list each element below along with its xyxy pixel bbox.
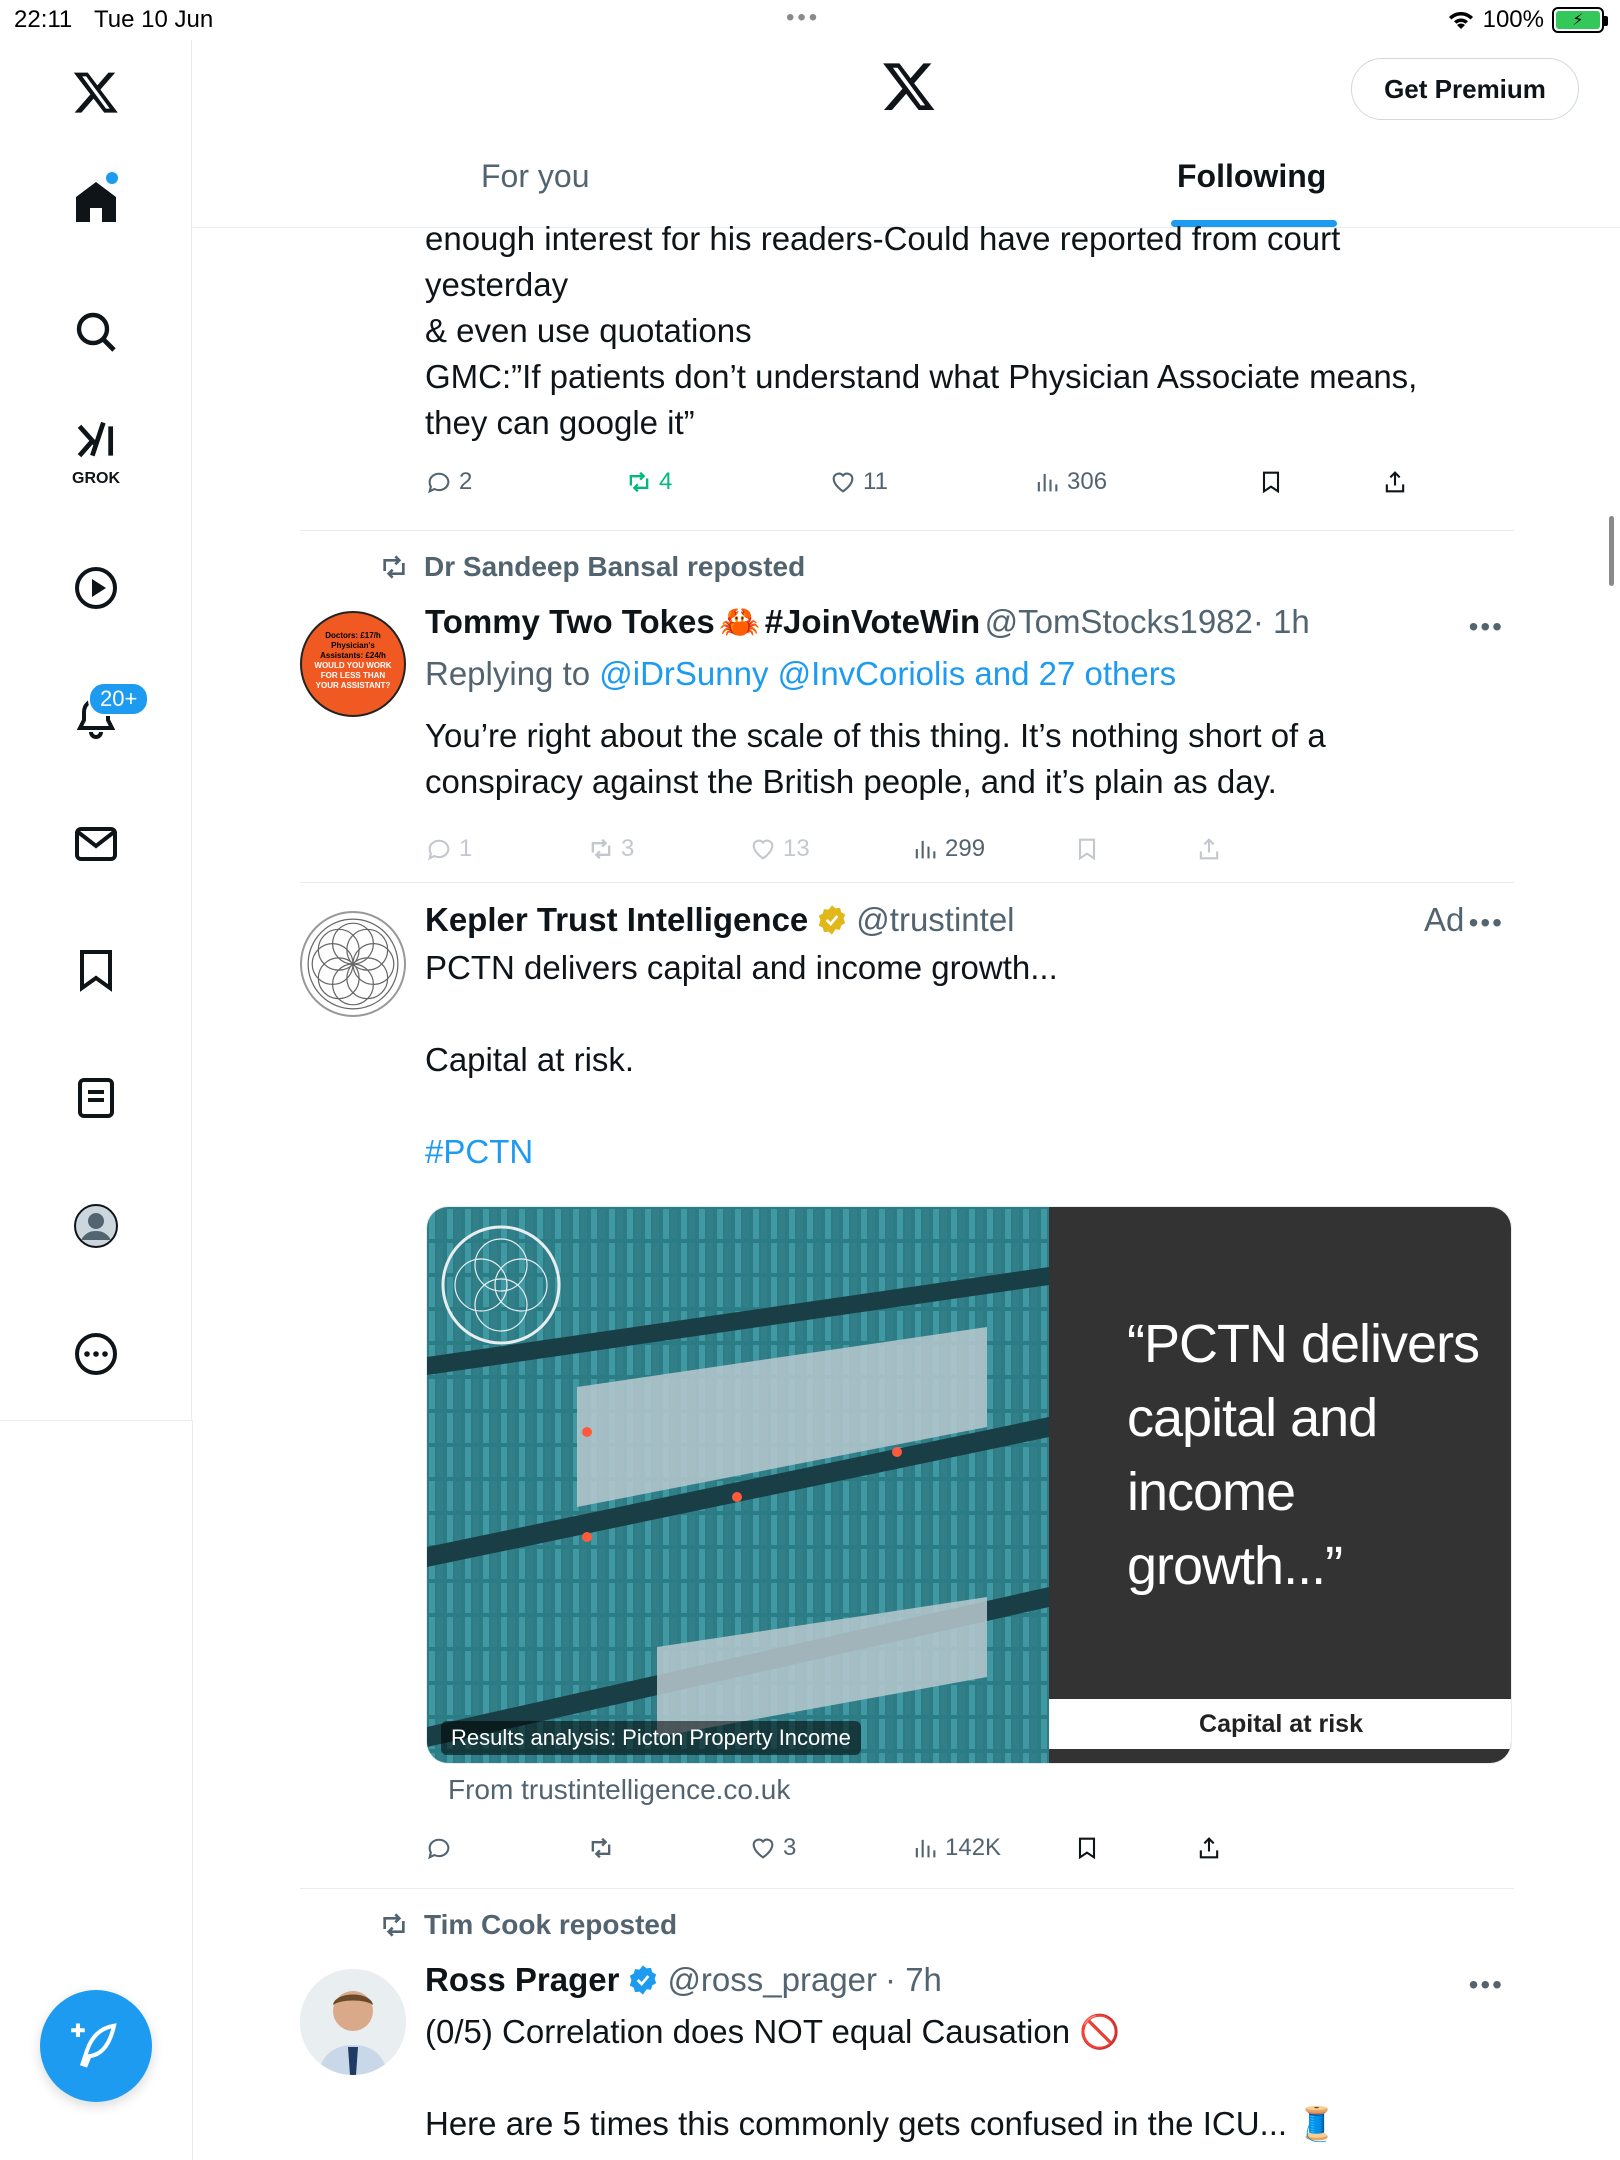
avatar-text: Doctors: £17/h [325,631,381,640]
card-image [427,1207,1049,1764]
views-button[interactable] [911,835,985,863]
status-time: 22:11 [14,6,73,33]
card-quote: “PCTN delivers capital and income growth...” [1127,1314,1480,1596]
home-notification-dot [106,172,118,184]
mail-icon [72,820,120,868]
tweet-actions [425,827,1425,871]
verified-blue-icon [627,1964,659,1996]
like-count: 11 [863,468,888,495]
list-icon [72,1074,120,1122]
view-count: 306 [1067,468,1108,495]
reply-icon [425,468,453,496]
more-options-button[interactable]: ••• [1468,1969,1504,2000]
card-source[interactable]: From trustintelligence.co.uk [448,1774,791,1805]
share-button[interactable] [1195,1834,1223,1862]
ad-label: Ad [1424,901,1465,938]
card-caption: Results analysis: Picton Property Income [441,1721,861,1755]
battery-percent: 100% [1482,6,1544,33]
replying-prefix: Replying to [425,655,600,692]
verified-gold-icon [816,904,848,936]
share-button[interactable] [1381,468,1409,496]
top-header [193,40,1620,228]
reply-icon [425,1834,453,1862]
reply-icon [425,835,453,863]
share-button[interactable] [1195,835,1223,863]
more-options-button[interactable]: ••• [1468,611,1504,642]
repost-by: Dr Sandeep Bansal reposted [424,551,806,582]
tweet-continued[interactable] [425,216,1514,446]
author-handle[interactable]: @trustintel [856,901,1015,938]
x-logo-button[interactable] [58,54,134,130]
compose-feather-icon [69,2019,123,2073]
view-count: 142K [945,1834,1002,1861]
tweet-text-line: Here are 5 times this commonly gets confused in the ICU... 🧵 [425,2105,1338,2142]
search-icon [72,308,120,356]
tweet[interactable] [300,531,1514,885]
wifi-icon [1447,9,1475,31]
sidebar-border [192,1420,193,2160]
replying-to-users[interactable]: @iDrSunny @InvCoriolis and 27 others [599,655,1177,692]
status-bar [0,0,1620,40]
multitasking-dots[interactable]: ••• [786,4,821,31]
avatar[interactable] [300,611,406,717]
bookmark-icon [1257,468,1285,496]
tweet-header [425,901,1015,939]
crab-emoji: 🦀 [719,603,761,640]
battery-icon: ⚡ [1552,7,1604,33]
avatar[interactable] [300,1969,406,2075]
heart-icon [749,835,777,863]
get-premium-button[interactable]: Get Premium [1351,58,1579,120]
views-icon [1033,468,1061,496]
tweet-text-line: they can google it” [425,404,695,441]
card-quote-panel [1049,1207,1512,1764]
tweet-time[interactable]: · 7h [885,1961,942,1998]
author-name[interactable]: Ross Prager [425,1961,620,1998]
views-button[interactable] [1033,468,1107,496]
nav-lists[interactable] [58,1060,134,1136]
tweet[interactable] [300,1889,1514,2160]
home-icon [72,178,120,226]
nav-home[interactable] [58,164,134,240]
author-name[interactable]: Kepler Trust Intelligence [425,901,809,938]
tweet-text-line: You’re right about the scale of this thing. It’s nothing short of a [425,717,1326,754]
nav-search[interactable] [58,294,134,370]
repost-icon [587,835,615,863]
tab-for-you[interactable]: For you [481,158,590,194]
nav-grok[interactable] [58,412,134,488]
tab-following[interactable]: Following [1177,158,1327,194]
tweet-text [425,713,1326,805]
tweet-text-line: conspiracy against the British people, and it’s plain as day. [425,763,1277,800]
repost-by: Tim Cook reposted [424,1909,678,1940]
author-handle[interactable]: @ross_prager [667,1961,878,1998]
repost-button[interactable] [587,835,634,863]
replying-to [425,651,1176,697]
like-button[interactable] [749,1834,796,1862]
more-options-button[interactable]: ••• [1468,907,1504,938]
reply-button[interactable] [425,1834,453,1862]
nav-messages[interactable] [58,806,134,882]
compose-button[interactable] [40,1990,152,2102]
card-risk-label: Capital at risk [1049,1699,1512,1749]
tweet-text-line: PCTN delivers capital and income growth... [425,949,1058,986]
view-count: 299 [945,835,986,862]
like-count: 13 [783,835,810,862]
like-button[interactable] [749,835,810,863]
kepler-logo-icon [302,913,404,1015]
repost-count: 3 [621,835,635,862]
bookmark-button[interactable] [1257,468,1285,496]
repost-button[interactable] [587,1834,615,1862]
x-logo-icon [72,68,120,116]
nav-bookmarks[interactable] [58,932,134,1008]
bookmark-icon [72,946,120,994]
repost-context [378,1909,677,1941]
status-date: Tue 10 Jun [94,6,214,33]
avatar-text: FOR LESS THAN [320,671,386,680]
views-icon [911,835,939,863]
tweet-text-line: GMC:”If patients don’t understand what Physician Associate means, [425,358,1418,395]
sidebar [0,40,192,1420]
share-icon [1381,468,1409,496]
nav-videos[interactable] [58,550,134,626]
repost-icon [625,468,653,496]
author-handle[interactable]: @TomStocks1982 [984,603,1253,640]
tweet-header [425,1961,942,1999]
repost-icon [587,1834,615,1862]
notifications-badge: 20+ [88,682,149,716]
avatar-text: YOUR ASSISTANT? [315,681,391,690]
bookmark-button[interactable] [1073,1834,1101,1862]
tweet-text-line: Capital at risk. [425,1041,635,1078]
bookmark-icon [1073,1834,1101,1862]
grok-icon [74,419,118,463]
tweet-actions [425,460,1425,504]
sidebar-divider [0,1420,192,1421]
hashtag-link[interactable]: #PCTN [425,1133,534,1170]
heart-icon [749,1834,777,1862]
reply-button[interactable] [425,468,472,496]
avatar-text: WOULD YOU WORK [314,661,392,670]
repost-context [378,551,805,583]
link-card[interactable] [426,1206,1512,1764]
tweet-header [425,603,1310,642]
reply-button[interactable] [425,835,472,863]
heart-icon [829,468,857,496]
tweet-time[interactable]: · 1h [1252,603,1310,640]
author-name[interactable]: Tommy Two Tokes [425,603,715,640]
tweet-text-line: enough interest for his readers-Could have reported from court [425,220,1341,257]
like-button[interactable] [829,468,888,496]
reply-count: 1 [459,835,473,862]
person-photo [300,1969,406,2075]
views-icon [911,1834,939,1862]
repost-icon [378,551,410,583]
share-icon [1195,1834,1223,1862]
author-name-suffix: #JoinVoteWin [764,603,981,640]
tweet-text-line: & even use quotations [425,312,752,349]
tweet-actions [425,1826,1425,1870]
nav-more[interactable] [58,1316,134,1392]
more-circle-icon [72,1330,120,1378]
profile-avatar-icon [72,1202,120,1250]
status-right [1447,6,1604,34]
grok-label: GROK [72,470,120,487]
avatar-text: Assistants: £24/h [320,651,386,660]
x-logo-icon [881,58,937,114]
like-count: 3 [783,1834,797,1861]
repost-button[interactable] [625,468,672,496]
tweet-text-line: (0/5) Correlation does NOT equal Causation 🚫 [425,2013,1121,2050]
play-circle-icon [72,564,120,612]
bookmark-button[interactable] [1073,835,1101,863]
bookmark-icon [1073,835,1101,863]
avatar-text: Physician's [331,641,375,650]
avatar[interactable] [300,911,406,1017]
share-icon [1195,835,1223,863]
building-image [427,1207,1049,1764]
reply-count: 2 [459,468,473,495]
scroll-indicator[interactable] [1609,516,1614,586]
tweet-text-line: yesterday [425,266,569,303]
views-button[interactable] [911,1834,1001,1862]
repost-count: 4 [659,468,673,495]
repost-icon [378,1909,410,1941]
nav-profile[interactable] [58,1188,134,1264]
